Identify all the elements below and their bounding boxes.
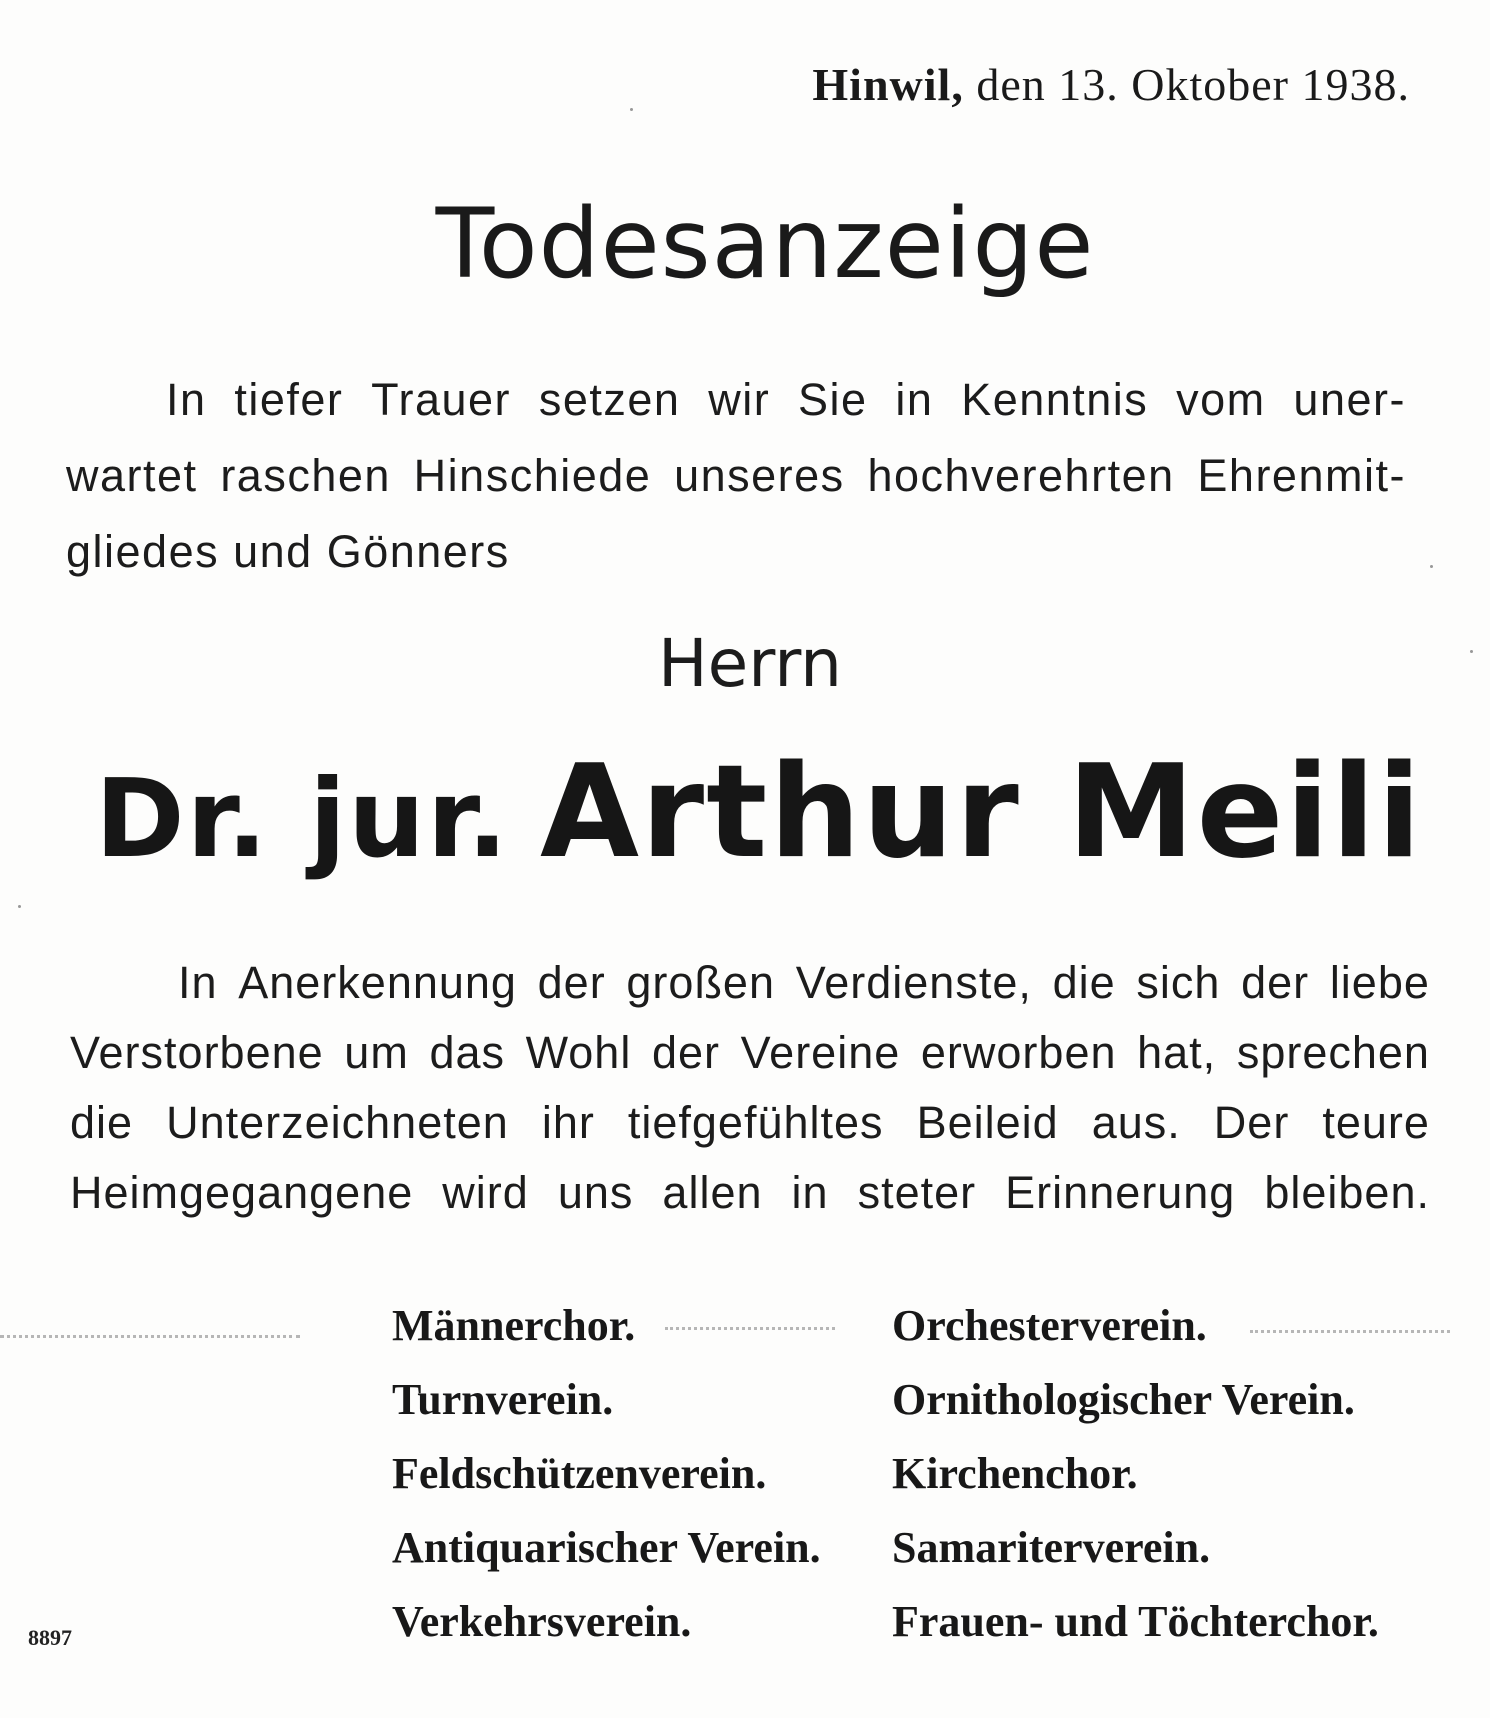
word: Hinschiede (413, 450, 652, 501)
word: steter (857, 1167, 977, 1218)
word: ihr (541, 1097, 595, 1148)
signer: Männerchor. (392, 1301, 636, 1350)
dateline (812, 58, 1410, 111)
intro-line-3: gliedes und Gönners (66, 526, 510, 577)
word: Beileid (916, 1097, 1059, 1148)
word: Der (1213, 1097, 1290, 1148)
word: hat, (1137, 1027, 1217, 1078)
scan-speck (18, 905, 21, 908)
word: in (791, 1167, 829, 1218)
word: uner- (1293, 374, 1406, 425)
word: das (429, 1027, 505, 1078)
print-code: 8897 (28, 1625, 72, 1650)
word: unseres (674, 450, 845, 501)
word: Heimgegangene (70, 1167, 414, 1218)
signer: Samariterverein. (892, 1523, 1211, 1572)
word: bleiben. (1264, 1167, 1430, 1218)
word: Ehrenmit- (1197, 450, 1406, 501)
word: hochverehrten (867, 450, 1175, 501)
signers-list (392, 1300, 1452, 1648)
word: In (166, 374, 207, 425)
word: der (537, 957, 606, 1008)
signer: Orchesterverein. (892, 1301, 1207, 1350)
word: Kenntnis (961, 374, 1149, 425)
word: Verstorbene (70, 1027, 324, 1078)
signer: Verkehrsverein. (392, 1597, 692, 1646)
word: Verdienste, (795, 957, 1032, 1008)
deceased-full-name: Arthur Meili (539, 738, 1424, 887)
scan-dotted-mark (0, 1335, 300, 1338)
word: Erinnerung (1005, 1167, 1236, 1218)
word: raschen (220, 450, 391, 501)
word: in (895, 374, 934, 425)
scan-speck (630, 108, 633, 111)
word: der (1241, 957, 1310, 1008)
word: allen (662, 1167, 763, 1218)
word: uns (557, 1167, 634, 1218)
scan-speck (1430, 565, 1433, 568)
word: wird (442, 1167, 529, 1218)
body-line-1 (70, 948, 1430, 1018)
deceased-name (95, 738, 1424, 887)
word: setzen (538, 374, 681, 425)
word: Unterzeichneten (166, 1097, 509, 1148)
word: Wohl (525, 1027, 632, 1078)
body-line-3 (70, 1088, 1430, 1158)
word: erworben (920, 1027, 1117, 1078)
word: vom (1176, 374, 1266, 425)
word: die (1052, 957, 1116, 1008)
signer: Feldschützenverein. (392, 1449, 767, 1498)
word: der (651, 1027, 721, 1078)
word: sich (1136, 957, 1221, 1008)
intro-line-2 (66, 438, 1406, 514)
signer: Antiquarischer Verein. (392, 1523, 821, 1572)
signer: Frauen- und Töchterchor. (892, 1597, 1379, 1646)
body-line-4 (70, 1158, 1430, 1228)
intro-line-1 (66, 362, 1406, 438)
condolence-paragraph (70, 948, 1430, 1228)
dateline-place: Hinwil, (812, 59, 964, 110)
word: tiefgefühltes (627, 1097, 884, 1148)
word: liebe (1329, 957, 1430, 1008)
dateline-date: den 13. Oktober 1938. (976, 59, 1410, 110)
intro-paragraph (66, 362, 1406, 590)
signer: Ornithologischer Verein. (892, 1375, 1355, 1424)
word: aus. (1091, 1097, 1181, 1148)
word: Vereine (740, 1027, 901, 1078)
signer: Kirchenchor. (892, 1449, 1138, 1498)
word: Sie (798, 374, 868, 425)
deceased-title: Dr. jur. (95, 757, 510, 882)
word: In (178, 957, 218, 1008)
honorific: Herrn (657, 625, 842, 702)
word: Anerkennung (238, 957, 517, 1008)
word: die (70, 1097, 134, 1148)
word: Trauer (371, 374, 512, 425)
word: teure (1322, 1097, 1430, 1148)
word: um (344, 1027, 409, 1078)
word: tiefer (234, 374, 344, 425)
word: wir (708, 374, 771, 425)
notice-title: Todesanzeige (435, 188, 1095, 300)
word: sprechen (1236, 1027, 1430, 1078)
word: wartet (66, 450, 198, 501)
body-line-2 (70, 1018, 1430, 1088)
signer: Turnverein. (392, 1375, 614, 1424)
word: großen (626, 957, 775, 1008)
